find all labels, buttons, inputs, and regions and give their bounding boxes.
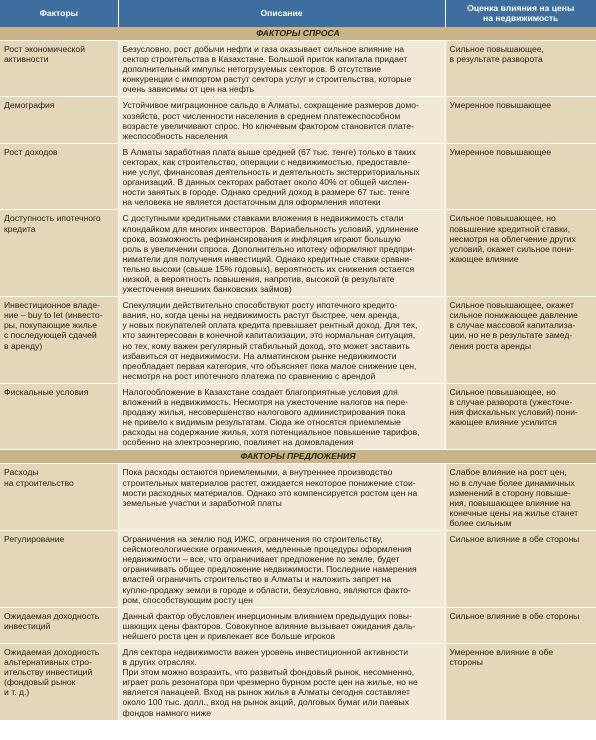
- table-row: [0, 210, 596, 297]
- factor-cell: Расходы на строительство: [0, 464, 118, 531]
- header-factors: Факторы: [0, 0, 118, 27]
- factor-cell: Демография: [0, 97, 118, 143]
- assessment-cell: Сильное повышающее, но повышение кредитной ставки, несмотря на облегчение других условий, окажет сильное пони- жающее влияние: [445, 210, 596, 297]
- table-row: [0, 297, 596, 384]
- assessment-cell: Умеренное повышающее: [445, 97, 596, 143]
- factor-cell: Рост экономической активности: [0, 41, 118, 97]
- factor-cell: Инвестиционное владе- ние – buy to let (инвесто- ры, покупающие жилье с последующей сдачей в аренду): [0, 297, 118, 384]
- section-header: [0, 450, 596, 464]
- table-row: [0, 143, 596, 210]
- description-cell: Налогообложение в Казахстане создает благоприятные условия для вложений в недвижимость. Несмотря на ужесточение налогов на пере- продажу жилья, несовершенство налогового администрирования пока не привело к видимым результатам. Сюда же относятся приемлемые расходы на содержание жилья, хотя потенциальное повышение тарифов, особенно на электроэнергию, повлияет на домовладения: [118, 383, 445, 450]
- header-description: Описание: [118, 0, 445, 27]
- factor-cell: Ожидаемая доходность альтернативных стро- ительству инвестиций (фондовый рынок и т. д.): [0, 643, 118, 720]
- header-assessment: Оценка влияния на цены на недвижимость: [445, 0, 596, 27]
- assessment-cell: Сильное повышающее, но в случае разворота (ужесточе- ния фискальных условий) пони- жающее влияние усилится: [445, 383, 596, 450]
- section-title: ФАКТОРЫ ПРЕДЛОЖЕНИЯ: [0, 450, 596, 464]
- assessment-cell: Сильное влияние в обе стороны: [445, 531, 596, 608]
- factor-cell: Рост доходов: [0, 143, 118, 210]
- table-row: [0, 464, 596, 531]
- assessment-cell: Сильное влияние в обе стороны: [445, 607, 596, 643]
- description-cell: Данный фактор обусловлен инерционным влиянием предыдущих повы- шающих цены факторов. Совокупное влияние вызывает ожидания даль- нейшего роста цен и привлекает все больше игроков: [118, 607, 445, 643]
- factor-cell: Доступность ипотечного кредита: [0, 210, 118, 297]
- section-header: [0, 27, 596, 41]
- description-cell: Для сектора недвижимости важен уровень инвестиционной активности в других отраслях. При этом можно возразить, что развитый фондовый рынок, несомненно, играет роль резонатора при чрезмерно бурном росте цен на жилье, но не является панацеей. Вход на рынок жилья в Алматы сегодня составляет около 100 тыс. долл., вход на рынок акций, долговых бумаг или паевых фондов намного ниже: [118, 643, 445, 720]
- table-row: [0, 531, 596, 608]
- description-cell: Устойчивое миграционное сальдо в Алматы, сокращение размеров домо- хозяйств, рост численности населения в среднем платежеспособном возрасте увеличивают спрос. Но ключевым фактором становится плате- жеспособность населения: [118, 97, 445, 143]
- assessment-cell: Умеренное повышающее: [445, 143, 596, 210]
- factor-cell: Ожидаемая доходность инвестиций: [0, 607, 118, 643]
- description-cell: Безусловно, рост добычи нефти и газа оказывает сильное влияние на сектор строительства в Казахстане. Большой приток капитала придает дополнительный импульс нетогрузуемых секторов. В отсутствие конкуренции с импортом растут сектора услуг и строительства, которые очень зависимы от цен на нефть: [118, 41, 445, 97]
- description-cell: С доступными кредитными ставками вложения в недвижимость стали клондайком для многих инвесторов. Вариабельность условий, удлинение срока, возможность рефинансирования и инфляция играют большую роль в увеличении спроса. Дополнительно ипотеку оформляют предпри- ниматели для получения инвестиций. Однако кредитные ставки сравни- тельно высоки (свыше 15% годовых), вероятность их снижения остается низкой, а вероятность повышения, напротив, высокой (в результате ужесточения внешних банковских займов): [118, 210, 445, 297]
- table-row: [0, 607, 596, 643]
- assessment-cell: Слабое влияние на рост цен, но в случае более динамичных изменений в сторону повыше- ния, повышающее влияние на конечные цены на жилье станет более сильным: [445, 464, 596, 531]
- table-row: [0, 41, 596, 97]
- section-title: ФАКТОРЫ СПРОСА: [0, 27, 596, 41]
- factor-cell: Регулирование: [0, 531, 118, 608]
- table-row: [0, 97, 596, 143]
- assessment-cell: Сильное повышающее, окажет сильное понижающее давление в случае массовой капитализа- ции, но не в результате замед- ления роста аренды: [445, 297, 596, 384]
- table-row: [0, 643, 596, 720]
- description-cell: В Алматы заработная плата выше средней (67 тыс. тенге) только в таких секторах, как строительство, операции с недвижимостью, предоставле- ние услуг, финансовая деятельность и деятельность экстерриториальных организаций. В данных секторах работает около 40% от общей числен- ности занятых в городе. Однако средний доход в размере 67 тыс. тенге на человека не является достаточным для оформления ипотеки: [118, 143, 445, 210]
- assessment-cell: Сильное повышающее, в результате разворота: [445, 41, 596, 97]
- description-cell: Спекуляции действительно способствуют росту ипотечного кредито- вания, но, когда цены на недвижимость растут быстрее, чем аренда, у новых покупателей оплата кредита превышает рентный доход. Для тех, кто заинтересован в конечной капитализации, это нормальная ситуация, но тех, кому важен регулярный стабильный доход, это может заставить избавиться от недвижимости. На алматинском рынке недвижимости преобладает первая категория, что объясняет пока малое снижение цен, несмотря на рост ипотечного платежа по сравнению с арендой: [118, 297, 445, 384]
- table-body: [0, 27, 596, 720]
- table-header: [0, 0, 596, 27]
- description-cell: Пока расходы остаются приемлемыми, а внутреннее производство строительных материалов растет, ожидается некоторое понижение стои- мости расходных материалов. Однако это компенсируется ростом цен на земельные участки и заработной платы: [118, 464, 445, 531]
- description-cell: Ограничения на землю под ИЖС, ограничения по строительству, сейсмогеологические ограничения, медленные процедуры оформления недвижимости – все, что ограничивает предложение по земле, будет ограничивать общее предложение недвижимости. Последние намерения властей ограничить строительство в Алматы и наложить запрет на куплю-продажу земли в городе и области, безусловно, являются факто- ром, способствующим росту цен: [118, 531, 445, 608]
- factor-cell: Фискальные условия: [0, 383, 118, 450]
- table-row: [0, 383, 596, 450]
- assessment-cell: Умеренное влияние в обе стороны: [445, 643, 596, 720]
